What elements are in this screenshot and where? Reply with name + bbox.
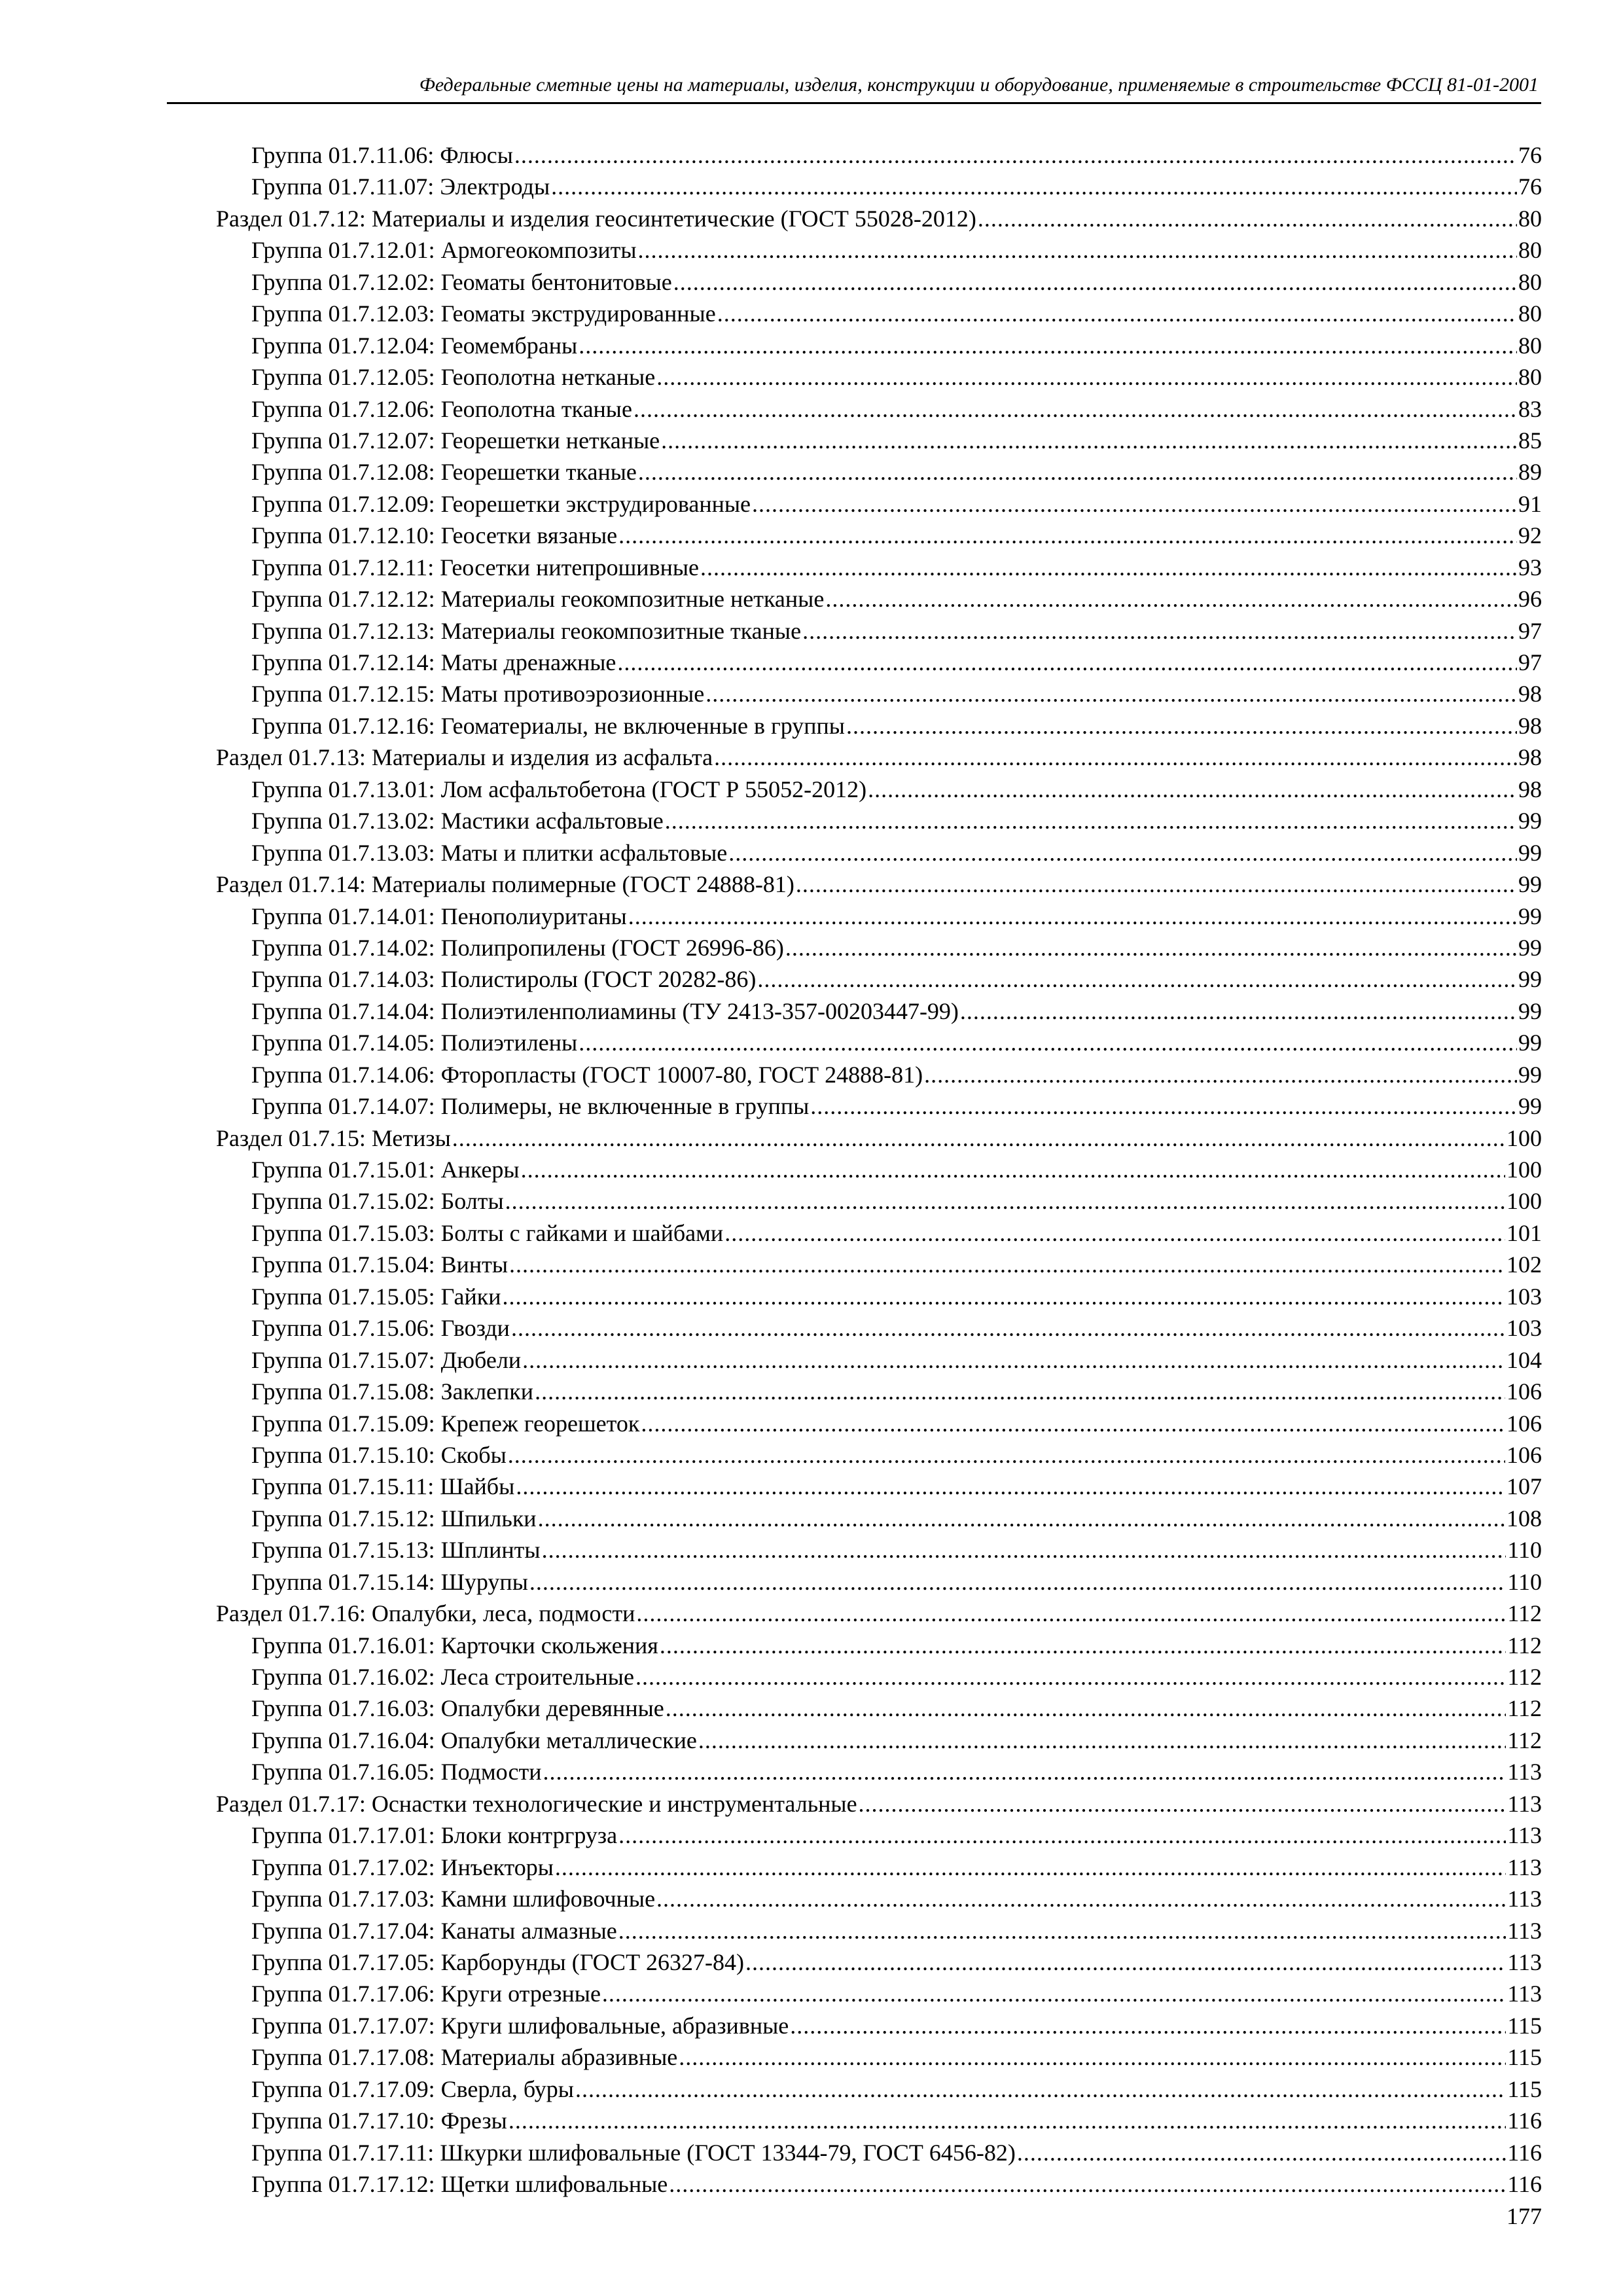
toc-group-entry [216,837,1542,869]
toc-entry-page: 98 [1518,744,1542,771]
dot-leader [698,1725,1507,1756]
toc-entry-page: 99 [1518,903,1542,929]
toc-section-entry [216,203,1542,234]
toc-entry-page: 116 [1507,2108,1542,2134]
toc-group-entry [216,1661,1542,1693]
toc-entry-title: Группа 01.7.12.13: Материалы геокомпозитные тканые [251,617,802,644]
dot-leader [521,1154,1505,1185]
dot-leader [628,901,1517,932]
toc-group-entry [216,1408,1542,1439]
dot-leader [660,1630,1507,1661]
toc-entry-page: 99 [1518,966,1542,993]
toc-entry-page: 98 [1518,681,1542,708]
toc-section-entry [216,1598,1542,1629]
toc-entry-title: Группа 01.7.14.02: Полипропилены (ГОСТ 26996-86) [251,934,784,961]
dot-leader [666,1693,1507,1724]
toc-entry-page: 98 [1518,776,1542,802]
toc-entry-page: 100 [1507,1157,1542,1183]
toc-entry-page: 116 [1507,2171,1542,2197]
toc-group-entry [216,1312,1542,1344]
toc-entry-page: 80 [1518,300,1542,327]
dot-leader [522,1344,1505,1376]
dot-leader [618,1820,1506,1851]
toc-group-entry [216,456,1542,488]
toc-entry-title: Группа 01.7.12.15: Маты противоэрозионные [251,681,705,708]
toc-group-entry [216,1439,1542,1471]
toc-entry-page: 92 [1518,522,1542,549]
toc-group-entry [216,330,1542,361]
toc-entry-page: 104 [1507,1346,1542,1373]
toc-entry-title: Раздел 01.7.13: Материалы и изделия из асфальта [216,744,713,771]
toc-entry-page: 80 [1518,364,1542,391]
toc-group-entry [216,1281,1542,1312]
toc-group-entry [216,678,1542,709]
toc-group-entry [216,996,1542,1027]
toc-entry-title: Раздел 01.7.12: Материалы и изделия геосинтетические (ГОСТ 55028-2012) [216,205,976,232]
toc-entry-page: 99 [1518,871,1542,898]
dot-leader [509,1249,1505,1280]
toc-group-entry [216,1027,1542,1058]
toc-group-entry [216,1534,1542,1566]
toc-group-entry [216,1946,1542,1978]
toc-entry-title: Группа 01.7.14.07: Полимеры, не включенные в группы [251,1093,810,1120]
toc-entry-page: 113 [1507,1854,1542,1880]
toc-entry-title: Группа 01.7.15.07: Дюбели [251,1346,522,1373]
toc-entry-page: 112 [1507,1664,1542,1690]
toc-entry-title: Группа 01.7.15.14: Шурупы [251,1568,528,1595]
toc-entry-title: Группа 01.7.15.10: Скобы [251,1441,507,1468]
toc-entry-title: Группа 01.7.15.05: Гайки [251,1283,501,1310]
toc-section-entry [216,742,1542,773]
toc-entry-page: 91 [1518,490,1542,517]
dot-leader [516,1471,1505,1502]
toc-entry-page: 112 [1507,1632,1542,1659]
header-rule [167,102,1541,104]
dot-leader [551,171,1517,202]
toc-group-entry [216,710,1542,742]
toc-entry-title: Группа 01.7.11.07: Электроды [251,173,550,200]
toc-entry-page: 115 [1507,2075,1542,2102]
toc-entry-title: Группа 01.7.13.03: Маты и плитки асфальтовые [251,839,728,866]
toc-group-entry [216,234,1542,266]
dot-leader [542,1534,1507,1566]
toc-group-entry [216,552,1542,583]
toc-entry-title: Группа 01.7.16.03: Опалубки деревянные [251,1695,664,1722]
dot-leader [714,742,1517,773]
toc-entry-title: Группа 01.7.12.04: Геомембраны [251,332,578,359]
toc-entry-page: 83 [1518,395,1542,422]
toc-entry-title: Группа 01.7.12.14: Маты дренажные [251,649,616,675]
toc-group-entry [216,647,1542,678]
toc-group-entry [216,2137,1542,2168]
dot-leader [679,2041,1506,2073]
toc-group-entry [216,1915,1542,1946]
dot-leader [752,488,1517,520]
toc-entry-title: Группа 01.7.15.12: Шпильки [251,1505,537,1532]
toc-entry-title: Группа 01.7.12.06: Геополотна тканые [251,395,632,422]
toc-entry-page: 76 [1518,173,1542,200]
toc-entry-page: 99 [1518,997,1542,1024]
toc-entry-title: Группа 01.7.14.04: Полиэтиленполиамины (ТУ 2413-357-00203447-99) [251,997,959,1024]
toc-group-entry [216,1566,1542,1598]
dot-leader [978,203,1517,234]
toc-entry-page: 106 [1507,1378,1542,1405]
toc-entry-page: 97 [1518,617,1542,644]
toc-group-entry [216,774,1542,805]
toc-entry-page: 113 [1507,1759,1542,1785]
toc-entry-page: 113 [1507,1981,1542,2007]
toc-entry-page: 115 [1507,2044,1542,2071]
toc-entry-page: 113 [1507,1822,1542,1849]
dot-leader [505,1185,1505,1217]
dot-leader [538,1503,1505,1534]
toc-entry-page: 99 [1518,1093,1542,1120]
dot-leader [579,330,1517,361]
toc-group-entry [216,1344,1542,1376]
dot-leader [859,1788,1507,1820]
toc-entry-title: Группа 01.7.16.04: Опалубки металлические [251,1727,697,1753]
page-number: 177 [1507,2203,1542,2229]
toc-group-entry [216,298,1542,329]
dot-leader [745,1946,1506,1978]
dot-leader [529,1566,1506,1598]
dot-leader [757,963,1517,995]
toc-entry-page: 110 [1507,1537,1542,1564]
dot-leader [673,266,1517,298]
toc-entry-title: Группа 01.7.17.03: Камни шлифовочные [251,1886,656,1912]
toc-entry-title: Группа 01.7.12.02: Геоматы бентонитовые [251,268,672,295]
toc-entry-title: Группа 01.7.13.01: Лом асфальтобетона (ГОСТ Р 55052-2012) [251,776,867,802]
toc-group-entry [216,361,1542,393]
toc-group-entry [216,171,1542,202]
toc-entry-page: 99 [1518,839,1542,866]
toc-group-entry [216,1852,1542,1883]
toc-entry-page: 102 [1507,1251,1542,1278]
toc-group-entry [216,1693,1542,1724]
dot-leader [1017,2137,1506,2168]
toc-group-entry [216,963,1542,995]
toc-entry-title: Раздел 01.7.15: Метизы [216,1124,451,1151]
toc-entry-page: 113 [1507,1917,1542,1944]
dot-leader [579,1027,1517,1058]
dot-leader [656,361,1517,393]
toc-group-entry [216,520,1542,551]
toc-entry-page: 112 [1507,1695,1542,1722]
toc-entry-page: 99 [1518,1030,1542,1056]
dot-leader [618,1915,1507,1946]
toc-entry-title: Группа 01.7.17.07: Круги шлифовальные, абразивные [251,2012,789,2039]
running-header: Федеральные сметные цены на материалы, изделия, конструкции и оборудование, применяемые в строительстве ФССЦ 81-01-2001 [419,74,1539,96]
toc-group-entry [216,583,1542,615]
dot-leader [514,139,1517,171]
toc-entry-title: Группа 01.7.17.01: Блоки контргруза [251,1822,618,1849]
toc-entry-page: 108 [1507,1505,1542,1532]
dot-leader [555,1852,1506,1883]
toc-group-entry [216,1471,1542,1502]
toc-entry-title: Группа 01.7.12.16: Геоматериалы, не включенные в группы [251,712,845,739]
toc-entry-page: 112 [1507,1600,1542,1627]
table-of-contents [216,139,1542,2200]
dot-leader [724,1217,1505,1249]
dot-leader [508,1439,1505,1471]
toc-entry-title: Группа 01.7.14.05: Полиэтилены [251,1030,578,1056]
toc-entry-title: Группа 01.7.17.08: Материалы абразивные [251,2044,678,2071]
toc-entry-page: 100 [1507,1188,1542,1215]
toc-entry-title: Группа 01.7.12.11: Геосетки нитепрошивные [251,554,699,581]
toc-entry-title: Группа 01.7.15.01: Анкеры [251,1157,520,1183]
toc-group-entry [216,2041,1542,2073]
toc-entry-title: Группа 01.7.16.01: Карточки скольжения [251,1632,658,1659]
toc-entry-title: Группа 01.7.12.09: Георешетки экструдированные [251,490,751,517]
toc-entry-title: Группа 01.7.16.05: Подмости [251,1759,542,1785]
dot-leader [868,774,1517,805]
toc-entry-page: 99 [1518,1061,1542,1088]
toc-entry-page: 97 [1518,649,1542,675]
toc-entry-title: Группа 01.7.15.04: Винты [251,1251,508,1278]
toc-entry-page: 103 [1507,1283,1542,1310]
toc-entry-title: Группа 01.7.15.03: Болты с гайками и шайбами [251,1219,724,1246]
toc-entry-page: 101 [1507,1219,1542,1246]
toc-entry-title: Группа 01.7.15.11: Шайбы [251,1473,515,1500]
toc-entry-page: 93 [1518,554,1542,581]
toc-entry-title: Раздел 01.7.17: Оснастки технологические и инструментальные [216,1790,857,1817]
toc-group-entry [216,2010,1542,2041]
toc-entry-title: Группа 01.7.14.03: Полистиролы (ГОСТ 20282-86) [251,966,757,993]
toc-entry-page: 107 [1507,1473,1542,1500]
toc-entry-title: Группа 01.7.17.06: Круги отрезные [251,1981,601,2007]
dot-leader [924,1059,1517,1090]
toc-entry-title: Группа 01.7.12.01: Армогеокомпозиты [251,237,637,264]
toc-entry-title: Группа 01.7.17.11: Шкурки шлифовальные (ГОСТ 13344-79, ГОСТ 6456-82) [251,2139,1016,2166]
toc-entry-page: 100 [1507,1124,1542,1151]
toc-entry-title: Группа 01.7.15.13: Шплинты [251,1537,541,1564]
toc-entry-title: Группа 01.7.17.10: Фрезы [251,2108,507,2134]
toc-group-entry [216,932,1542,963]
toc-entry-page: 115 [1507,2012,1542,2039]
toc-group-entry [216,901,1542,932]
toc-entry-title: Группа 01.7.16.02: Леса строительные [251,1664,634,1690]
dot-leader [665,805,1517,836]
toc-group-entry [216,393,1542,425]
dot-leader [790,2010,1506,2041]
dot-leader [618,520,1517,551]
dot-leader [960,996,1517,1027]
toc-entry-title: Группа 01.7.15.02: Болты [251,1188,504,1215]
toc-entry-title: Группа 01.7.17.09: Сверла, буры [251,2075,574,2102]
toc-entry-title: Группа 01.7.12.12: Материалы геокомпозитные нетканые [251,586,825,613]
dot-leader [717,298,1517,329]
toc-entry-page: 85 [1518,427,1542,454]
toc-entry-title: Группа 01.7.12.10: Геосетки вязаные [251,522,618,549]
toc-entry-page: 113 [1507,1790,1542,1817]
toc-section-entry [216,1122,1542,1154]
dot-leader [633,393,1517,425]
dot-leader [810,1090,1517,1122]
toc-section-entry [216,869,1542,900]
toc-group-entry [216,1217,1542,1249]
toc-entry-page: 98 [1518,712,1542,739]
dot-leader [511,1312,1505,1344]
dot-leader [656,1883,1506,1914]
dot-leader [575,2073,1506,2105]
toc-entry-title: Группа 01.7.17.04: Канаты алмазные [251,1917,617,1944]
dot-leader [700,552,1517,583]
toc-group-entry [216,1059,1542,1090]
dot-leader [638,456,1517,488]
dot-leader [796,869,1517,900]
dot-leader [535,1376,1505,1407]
toc-entry-title: Группа 01.7.14.06: Фторопласты (ГОСТ 10007-80, ГОСТ 24888-81) [251,1061,923,1088]
toc-group-entry [216,1185,1542,1217]
dot-leader [728,837,1517,869]
toc-group-entry [216,1503,1542,1534]
toc-entry-page: 103 [1507,1315,1542,1342]
toc-entry-page: 80 [1518,205,1542,232]
toc-entry-page: 106 [1507,1441,1542,1468]
toc-entry-page: 99 [1518,808,1542,834]
toc-entry-title: Группа 01.7.15.08: Заклепки [251,1378,534,1405]
toc-group-entry [216,425,1542,456]
toc-entry-page: 113 [1507,1948,1542,1975]
toc-entry-title: Группа 01.7.12.07: Георешетки нетканые [251,427,660,454]
dot-leader [508,2105,1506,2136]
toc-entry-page: 99 [1518,934,1542,961]
toc-entry-title: Группа 01.7.17.05: Карборунды (ГОСТ 26327-84) [251,1948,745,1975]
dot-leader [846,710,1517,742]
toc-entry-page: 96 [1518,586,1542,613]
toc-group-entry [216,2073,1542,2105]
toc-entry-page: 80 [1518,332,1542,359]
toc-entry-page: 76 [1518,142,1542,168]
toc-entry-title: Группа 01.7.12.08: Георешетки тканые [251,459,637,486]
toc-group-entry [216,615,1542,647]
dot-leader [635,1661,1506,1693]
toc-group-entry [216,1630,1542,1661]
dot-leader [638,234,1517,266]
dot-leader [543,1756,1507,1787]
toc-group-entry [216,1756,1542,1787]
toc-entry-title: Группа 01.7.11.06: Флюсы [251,142,513,168]
toc-entry-page: 112 [1507,1727,1542,1753]
toc-entry-title: Раздел 01.7.16: Опалубки, леса, подмости [216,1600,635,1627]
dot-leader [785,932,1517,963]
dot-leader [617,647,1517,678]
toc-section-entry [216,1788,1542,1820]
toc-group-entry [216,1883,1542,1914]
toc-entry-page: 89 [1518,459,1542,486]
dot-leader [661,425,1517,456]
toc-entry-page: 113 [1507,1886,1542,1912]
toc-group-entry [216,1820,1542,1851]
dot-leader [825,583,1517,615]
toc-entry-title: Группа 01.7.13.02: Мастики асфальтовые [251,808,664,834]
dot-leader [452,1122,1505,1154]
dot-leader [641,1408,1505,1439]
toc-entry-title: Группа 01.7.12.03: Геоматы экструдированные [251,300,716,327]
toc-entry-title: Раздел 01.7.14: Материалы полимерные (ГОСТ 24888-81) [216,871,794,898]
toc-entry-title: Группа 01.7.15.09: Крепеж георешеток [251,1410,640,1437]
toc-group-entry [216,1249,1542,1280]
toc-group-entry [216,1154,1542,1185]
toc-entry-page: 116 [1507,2139,1542,2166]
dot-leader [503,1281,1506,1312]
toc-group-entry [216,139,1542,171]
toc-entry-page: 110 [1507,1568,1542,1595]
dot-leader [669,2168,1506,2200]
dot-leader [705,678,1517,709]
toc-entry-title: Группа 01.7.17.02: Инъекторы [251,1854,554,1880]
toc-entry-title: Группа 01.7.14.01: Пенополиуританы [251,903,627,929]
toc-group-entry [216,266,1542,298]
toc-entry-title: Группа 01.7.12.05: Геополотна нетканые [251,364,656,391]
toc-group-entry [216,1090,1542,1122]
toc-group-entry [216,2105,1542,2136]
dot-leader [602,1978,1506,2009]
toc-group-entry [216,1978,1542,2009]
toc-group-entry [216,488,1542,520]
toc-entry-title: Группа 01.7.15.06: Гвозди [251,1315,510,1342]
toc-group-entry [216,805,1542,836]
toc-entry-title: Группа 01.7.17.12: Щетки шлифовальные [251,2171,668,2197]
toc-entry-page: 106 [1507,1410,1542,1437]
dot-leader [802,615,1517,647]
toc-entry-page: 80 [1518,268,1542,295]
toc-group-entry [216,1376,1542,1407]
toc-group-entry [216,1725,1542,1756]
dot-leader [636,1598,1506,1629]
toc-entry-page: 80 [1518,237,1542,264]
toc-group-entry [216,2168,1542,2200]
